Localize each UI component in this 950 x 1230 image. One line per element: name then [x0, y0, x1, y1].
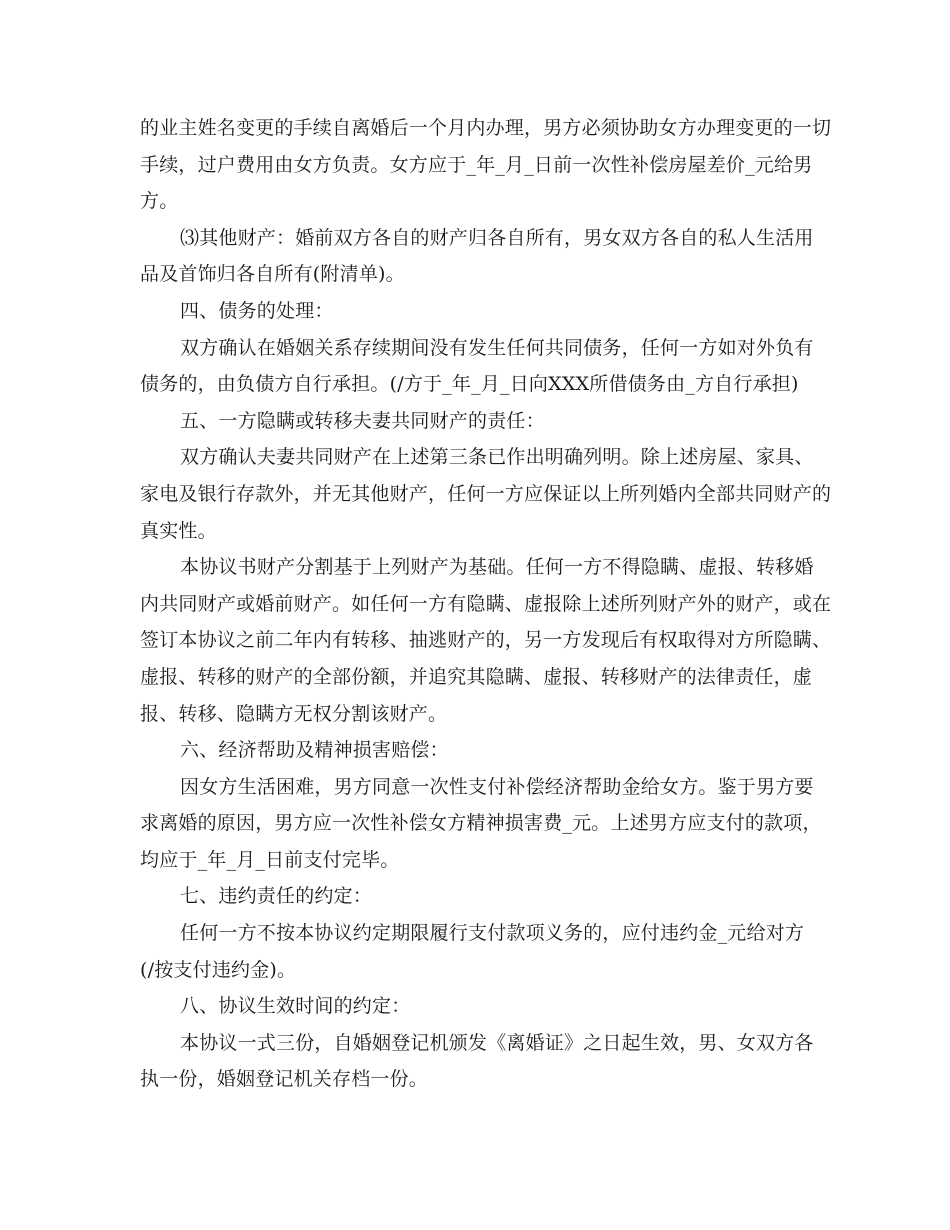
text-line: 因女方生活困难，男方同意一次性支付补偿经济帮助金给女方。鉴于男方要	[180, 775, 814, 798]
section-heading: 四、债务的处理：	[180, 299, 334, 322]
text-line: 真实性。	[140, 519, 217, 542]
section-heading: 六、经济帮助及精神损害赔偿：	[180, 739, 449, 762]
section-heading: 八、协议生效时间的约定：	[180, 995, 411, 1018]
text-line: 品及首饰归各自所有(附清单)。	[140, 263, 405, 286]
text-line: 手续，过户费用由女方负责。女方应于_年_月_日前一次性补偿房屋差价_元给男	[140, 153, 813, 176]
text-line: ⑶其他财产：婚前双方各自的财产归各自所有，男女双方各自的私人生活用	[180, 226, 814, 249]
text-line: 本协议书财产分割基于上列财产为基础。任何一方不得隐瞒、虚报、转移婚	[180, 556, 814, 579]
text-line: 均应于_年_月_日前支付完毕。	[140, 848, 400, 871]
text-line: 债务的，由负债方自行承担。(/方于_年_月_日向XXX所借债务由_方自行承担)	[140, 373, 799, 396]
text-line: 内共同财产或婚前财产。如任何一方有隐瞒、虚报除上述所列财产外的财产，或在	[140, 592, 832, 615]
text-line: 执一份，婚姻登记机关存档一份。	[140, 1068, 429, 1091]
document-page	[140, 110, 832, 1098]
text-line: (/按支付违约金)。	[140, 958, 297, 981]
section-heading: 五、一方隐瞒或转移夫妻共同财产的责任：	[180, 409, 545, 432]
text-line: 求离婚的原因，男方应一次性补偿女方精神损害费_元。上述男方应支付的款项，	[140, 812, 822, 835]
text-line: 报、转移、隐瞒方无权分割该财产。	[140, 702, 448, 725]
text-line: 签订本协议之前二年内有转移、抽逃财产的，另一方发现后有权取得对方所隐瞒、	[140, 629, 832, 652]
text-line: 虚报、转移的财产的全部份额，并追究其隐瞒、虚报、转移财产的法律责任，虚	[140, 665, 813, 688]
text-line: 本协议一式三份，自婚姻登记机颁发《离婚证》之日起生效，男、女双方各	[180, 1031, 814, 1054]
text-line: 家电及银行存款外，并无其他财产，任何一方应保证以上所列婚内全部共同财产的	[140, 482, 832, 505]
section-heading: 七、违约责任的约定：	[180, 885, 373, 908]
text-line: 双方确认夫妻共同财产在上述第三条已作出明确列明。除上述房屋、家具、	[180, 446, 814, 469]
text-line: 双方确认在婚姻关系存续期间没有发生任何共同债务，任何一方如对外负有	[180, 336, 814, 359]
text-line: 任何一方不按本协议约定期限履行支付款项义务的，应付违约金_元给对方	[180, 922, 805, 945]
text-line: 的业主姓名变更的手续自离婚后一个月内办理，男方必须协助女方办理变更的一切	[140, 117, 832, 139]
text-line: 方。	[140, 190, 179, 213]
